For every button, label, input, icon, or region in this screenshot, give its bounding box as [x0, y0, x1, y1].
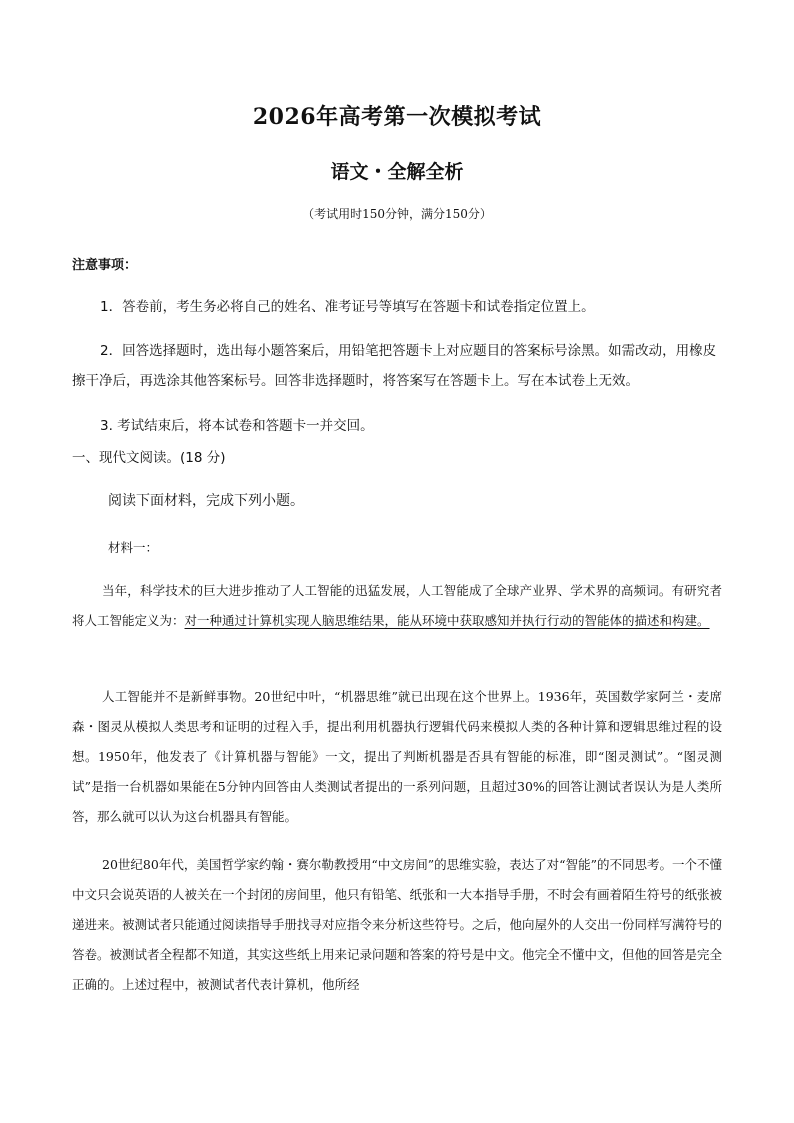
material-label: 材料一：: [108, 540, 159, 555]
section-heading: 一、现代文阅读。(18 分): [72, 450, 226, 466]
notice-heading: 注意事项：: [72, 258, 138, 273]
definition-underlined: 对一种通过计算机实现人脑思维结果，能从环境中获取感知并执行行动的智能体的描述和构建。: [184, 613, 710, 628]
section-intro: 阅读下面材料，完成下列小题。: [108, 493, 304, 509]
exam-title: 2026年高考第一次模拟考试: [252, 104, 542, 130]
paragraph-1-lead: 当年，科学技术的巨大进步推动了人工智能的迅猛发展，人工智能成了全球产业界、学术界的高频词。有研究者将人工智能定义为：: [72, 583, 722, 628]
material-paragraph-2: 人工智能并不是新鲜事物。20世纪中叶，“机器思维”就已出现在这个世界上。1936年，英国数学家阿兰・麦席森・图灵从模拟人类思考和证明的过程入手，提出利用机器执行逻辑代码来模拟人类的各种计算和逻辑思维过程的设想。1950年，他发表了《计算机器与智能》一文，提出了判断机器是否具有智能的标准，即“图灵测试”。“图灵测试”是指一台机器如果能在5分钟内回答由人类测试者提出的一系列问题，且超过30%的回答让测试者误认为是人类所答，那么就可以认为这台机器具有智能。: [72, 689, 722, 824]
notice-item-3: 3. 考试结束后，将本试卷和答题卡一并交回。: [100, 418, 374, 434]
notice-item-2: 2．回答选择题时，选出每小题答案后，用铅笔把答题卡上对应题目的答案标号涂黑。如需改动，用橡皮擦干净后，再选涂其他答案标号。回答非选择题时，将答案写在答题卡上。写在本试卷上无效。: [72, 343, 717, 389]
exam-duration-note: （考试用时150分钟，满分150分）: [302, 207, 492, 221]
notice-item-1: 1．答卷前，考生务必将自己的姓名、准考证号等填写在答题卡和试卷指定位置上。: [100, 299, 595, 315]
material-paragraph-3: 20世纪80年代，美国哲学家约翰・赛尔勒教授用“中文房间”的思维实验，表达了对“智能”的不同思考。一个不懂中文只会说英语的人被关在一个封闭的房间里，他只有铅笔、纸张和一大本指导手册，不时会有画着陌生符号的纸张被递进来。被测试者只能通过阅读指导手册找寻对应指令来分析这些符号。之后，他向屋外的人交出一份同样写满符号的答卷。被测试者全程都不知道，其实这些纸上用来记录问题和答案的符号是中文。他完全不懂中文，但他的回答是完全正确的。上述过程中，被测试者代表计算机，他所经: [72, 857, 723, 992]
exam-subtitle: 语文・全解全析: [330, 161, 464, 183]
material-paragraph-1: [72, 576, 722, 636]
